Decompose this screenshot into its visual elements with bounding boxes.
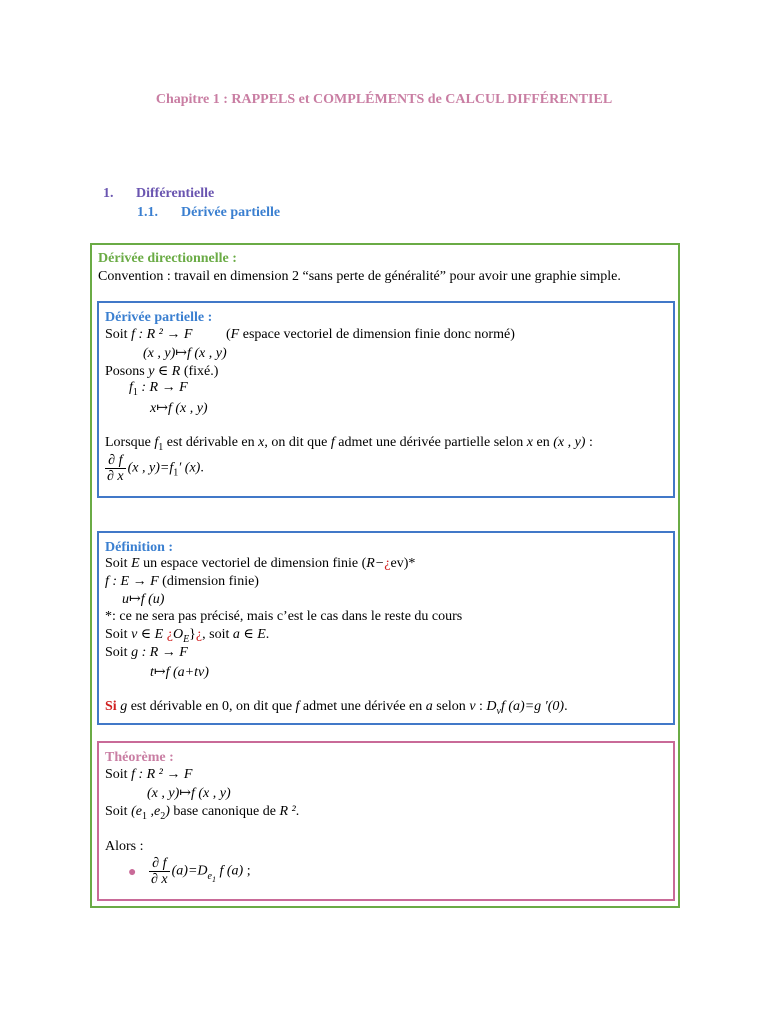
theorem-line-3: Soit ($e_1$ $,e_2$) base canonique de R ². — [105, 804, 300, 822]
theorem-line-4: Alors : — [105, 839, 144, 854]
partial-fraction: $\frac{\partial f}{\partial x}$ — [107, 453, 124, 484]
partial-box-title: Dérivée partielle : — [105, 310, 213, 325]
section-number: 1. — [103, 186, 114, 201]
partial-line-2: (x , y)↦f (x , y) — [143, 346, 227, 361]
partial-line-1-note: (F espace vectoriel de dimension finie donc normé) — [226, 327, 515, 342]
partial-line-3: Posons y ∈ R (fixé.) — [105, 364, 219, 379]
definition-line-3: u↦f (u) — [122, 592, 165, 607]
partial-line-5: x↦f (x , y) — [150, 401, 208, 416]
theorem-fraction: $\frac{\partial f}{\partial x}$ — [151, 856, 168, 887]
definition-line-1: Soit E un espace vectoriel de dimension finie (R−¿ev)* — [105, 556, 416, 571]
definition-line-4: *: ce ne sera pas précisé, mais c’est le cas dans le reste du cours — [105, 609, 463, 624]
theorem-title: Théorème : — [105, 750, 174, 765]
definition-title: Définition : — [105, 540, 174, 555]
subsection-number: 1.1. — [137, 205, 158, 220]
definition-line-6: Soit g : R → F — [105, 645, 188, 660]
partial-line-1: Soit f : R ² → F — [105, 327, 193, 342]
partial-line-6: Lorsque $f_1$ est dérivable en x, on dit que f admet une dérivée partielle selon x en (x , y) : — [105, 435, 593, 453]
definition-line-7: t↦f (a+tv) — [150, 665, 209, 680]
chapter-title: Chapitre 1 : RAPPELS et COMPLÉMENTS de CALCUL DIFFÉRENTIEL — [155, 92, 613, 107]
bullet-icon: ● — [128, 865, 137, 880]
subsection-title: Dérivée partielle — [181, 205, 281, 220]
definition-line-8: Si g est dérivable en 0, on dit que f admet une dérivée en a selon v : $D_vf$ (a)=g ′(0). — [105, 699, 568, 717]
convention-text: Convention : travail en dimension 2 “sans perte de généralité” pour avoir une graphie simple. — [98, 269, 621, 284]
theorem-formula: $\frac{\partial f}{\partial x}$ $(a)=D_{e_1}$ f (a) ; — [151, 856, 251, 887]
outer-box-title: Dérivée directionnelle : — [98, 251, 237, 266]
partial-line-4: $f_1$ : R → F — [129, 380, 188, 398]
section-title: Différentielle — [136, 186, 215, 201]
partial-derivative-formula: $\frac{\partial f}{\partial x}$ (x , $y)=f_1'$ (x). — [107, 453, 204, 484]
definition-line-2: f : E → F (dimension finie) — [105, 574, 259, 589]
theorem-line-1: Soit f : R ² → F — [105, 767, 193, 782]
theorem-line-2: (x , y)↦f (x , y) — [147, 786, 231, 801]
definition-line-5: Soit v ∈ E ¿$O_E\}¿$, soit a ∈ E. — [105, 627, 270, 645]
